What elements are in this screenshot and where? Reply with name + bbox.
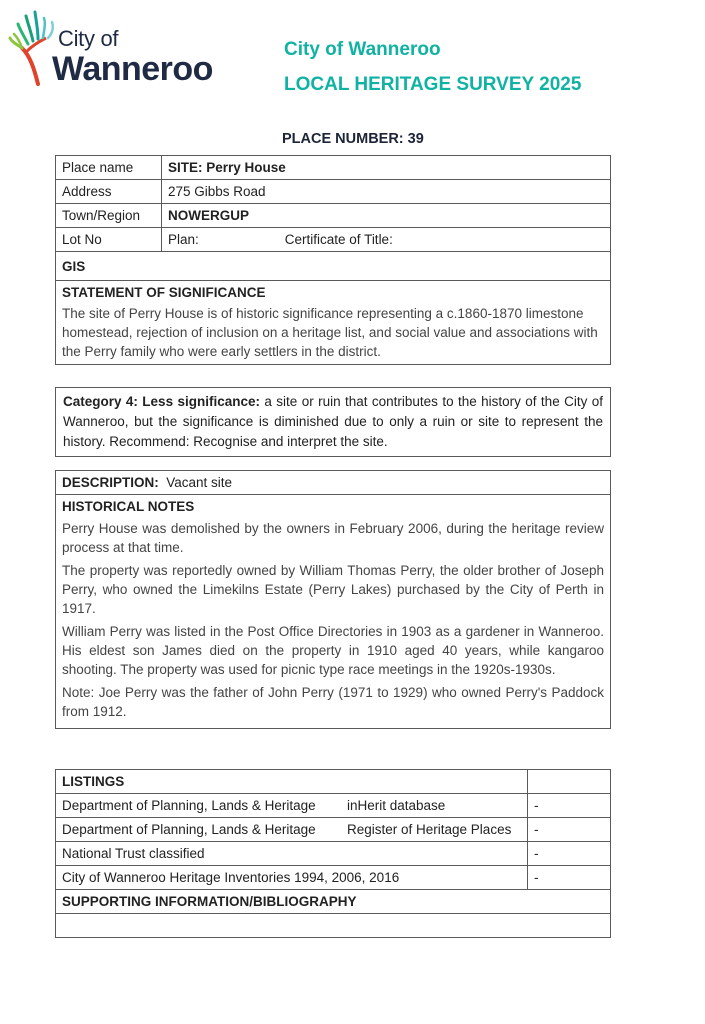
table-row (56, 866, 611, 890)
address-label: Address (56, 180, 162, 204)
place-name-value: SITE: Perry House (162, 156, 611, 180)
survey-title: LOCAL HERITAGE SURVEY 2025 (284, 74, 582, 95)
table-row (56, 252, 611, 281)
listing-sub: Register of Heritage Places (347, 822, 512, 837)
statement-of-significance-cell (56, 281, 611, 365)
table-row (56, 914, 611, 938)
table-row (56, 794, 611, 818)
logo-text-wanneroo: Wanneroo (52, 50, 213, 88)
certificate-of-title-label: Certificate of Title: (284, 232, 393, 247)
table-row (56, 471, 611, 495)
listing-value: - (528, 866, 611, 890)
table-row (56, 156, 611, 180)
listing-value: - (528, 818, 611, 842)
table-row (56, 180, 611, 204)
description-table (55, 470, 611, 729)
table-row (56, 281, 611, 365)
historical-paragraph: The property was reportedly owned by William Thomas Perry, the older brother of Joseph Perry, who owned the Limekilns Estate (Perry Lakes) purchased by the City of Perth in 1917. (62, 563, 604, 616)
listing-source: National Trust classified (56, 842, 528, 866)
listing-value: - (528, 842, 611, 866)
significance-text: The site of Perry House is of historic significance representing a c.1860-1870 limestone homestead, rejection of inclusion on a heritage list, and social value and associations with the Perry family who were early settlers in the district. (62, 306, 598, 359)
historical-paragraph: Note: Joe Perry was the father of John Perry (1971 to 1929) who owned Perry's Paddock from 1912. (62, 685, 604, 719)
table-row (56, 495, 611, 729)
listing-value: - (528, 794, 611, 818)
plan-certificate-cell (162, 228, 611, 252)
historical-notes-heading: HISTORICAL NOTES (62, 499, 195, 514)
listings-heading-empty (528, 770, 611, 794)
table-row (56, 818, 611, 842)
address-value: 275 Gibbs Road (162, 180, 611, 204)
description-value: Vacant site (166, 475, 233, 490)
org-title: City of Wanneroo (284, 39, 441, 60)
listing-source-cell (56, 794, 528, 818)
description-label: DESCRIPTION: (62, 475, 159, 490)
listing-sub: inHerit database (347, 798, 446, 813)
category-label: Category 4: Less significance: (63, 394, 260, 409)
description-cell (56, 471, 611, 495)
city-of-wanneroo-logo (8, 8, 228, 88)
gis-label: GIS (56, 252, 611, 281)
bibliography-heading: SUPPORTING INFORMATION/BIBLIOGRAPHY (56, 890, 611, 914)
listings-table (55, 769, 611, 938)
listings-heading: LISTINGS (56, 770, 528, 794)
listing-source-cell (56, 818, 528, 842)
listing-source: City of Wanneroo Heritage Inventories 1994, 2006, 2016 (56, 866, 528, 890)
town-region-value: NOWERGUP (162, 204, 611, 228)
significance-heading: STATEMENT OF SIGNIFICANCE (62, 285, 266, 300)
plan-label: Plan: (168, 232, 199, 247)
category-table (55, 387, 611, 457)
table-row (56, 204, 611, 228)
town-region-label: Town/Region (56, 204, 162, 228)
historical-paragraph: Perry House was demolished by the owners in February 2006, during the heritage review process at that time. (62, 521, 604, 555)
logo-text-city-of: City of (58, 26, 119, 51)
table-row (56, 770, 611, 794)
historical-notes-cell (56, 495, 611, 729)
listing-source: Department of Planning, Lands & Heritage (62, 798, 316, 813)
lot-no-label: Lot No (56, 228, 162, 252)
place-number: PLACE NUMBER: 39 (282, 131, 424, 147)
category-text: a site or ruin that contributes to the history of the City of Wanneroo, but the significance is diminished due to only a ruin or site to represent the history. Recommend: Recognise and interpret the site. (63, 394, 603, 449)
historical-paragraph: William Perry was listed in the Post Office Directories in 1903 as a gardener in Wanneroo. His eldest son James died on the property in 1910 aged 40 years, while kangaroo shooting. The property was used for picnic type race meetings in the 1920s-1930s. (62, 624, 604, 677)
listing-source: Department of Planning, Lands & Heritage (62, 822, 316, 837)
category-cell (56, 388, 611, 457)
place-details-table (55, 155, 611, 365)
table-row (56, 388, 611, 457)
bibliography-value (56, 914, 611, 938)
table-row (56, 890, 611, 914)
place-name-label: Place name (56, 156, 162, 180)
table-row (56, 228, 611, 252)
table-row (56, 842, 611, 866)
